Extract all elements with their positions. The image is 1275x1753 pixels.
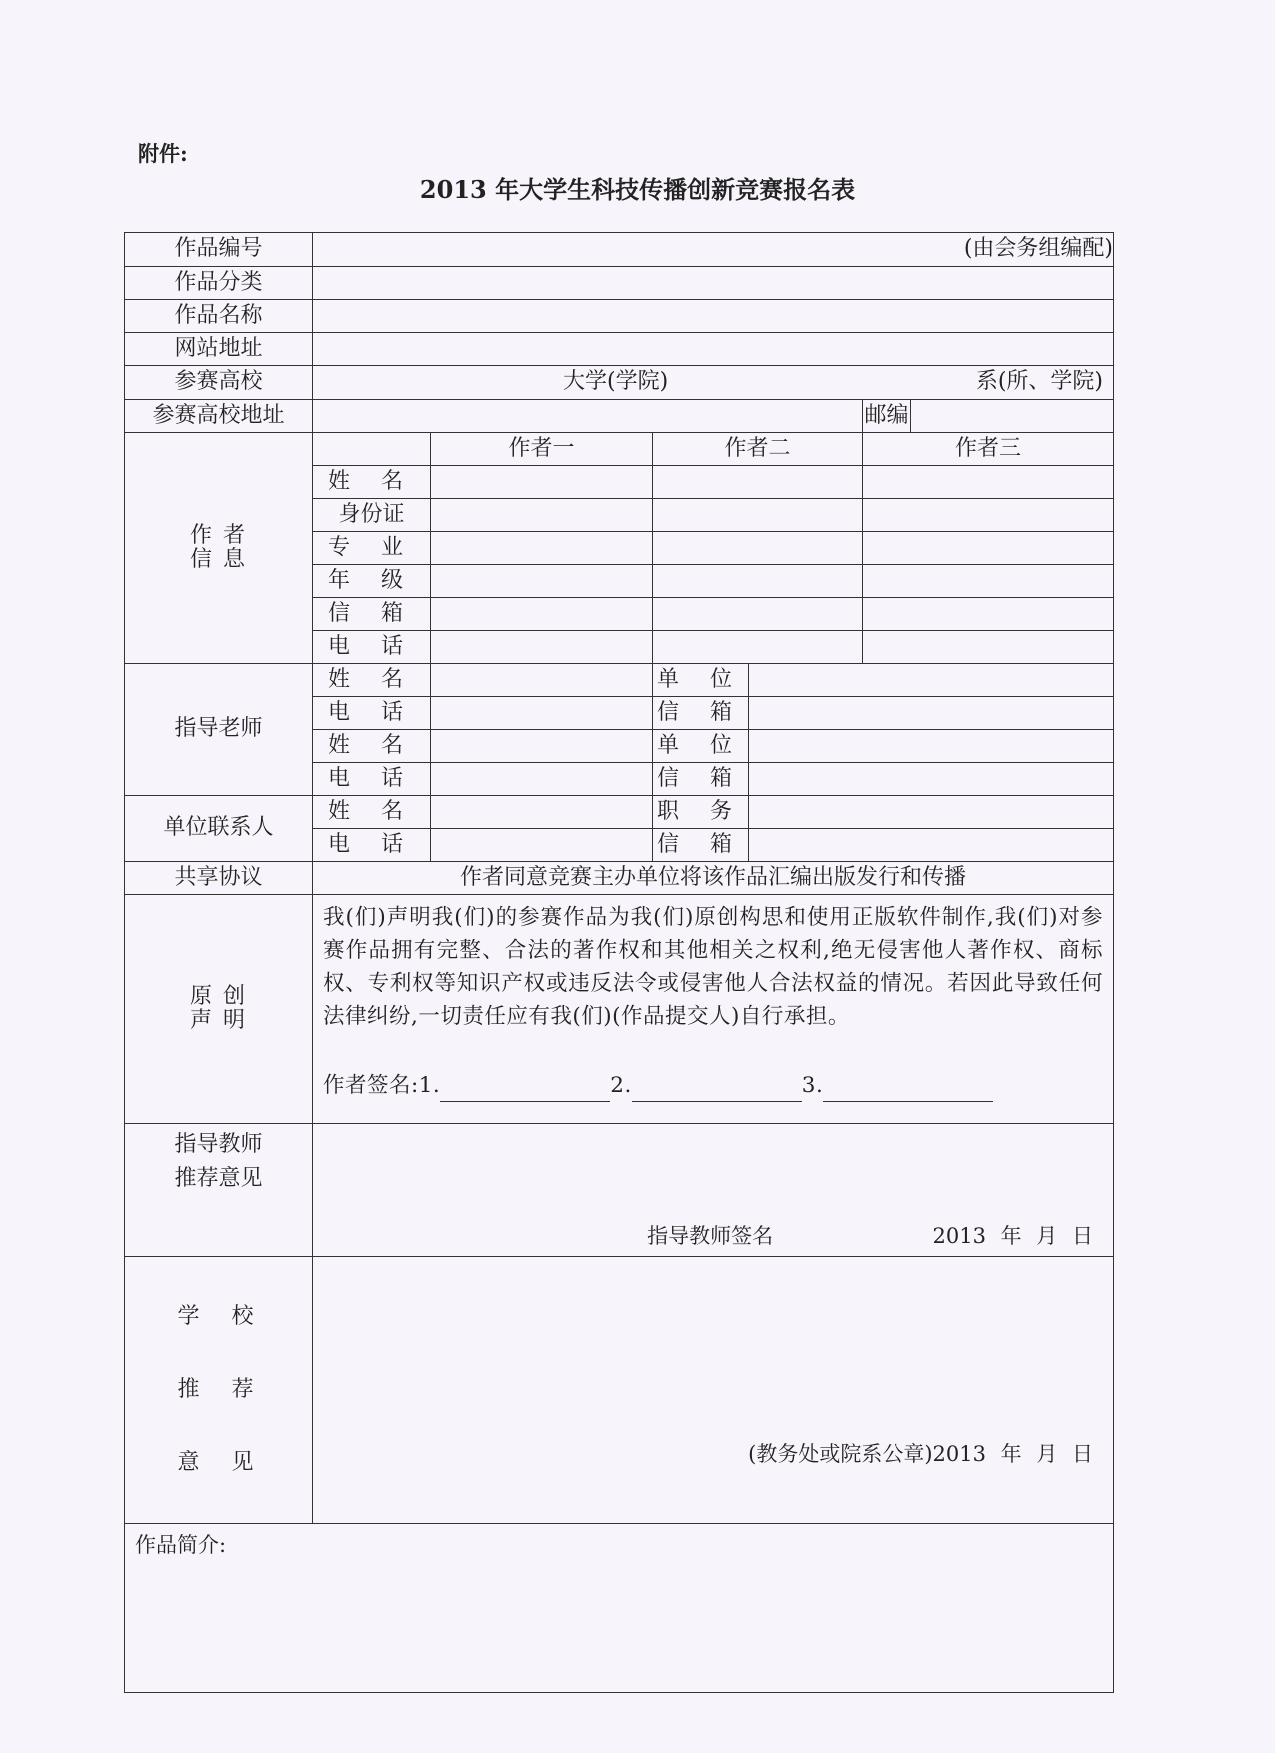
author-2-name-field[interactable] bbox=[653, 466, 863, 499]
author-1-header: 作者一 bbox=[431, 433, 653, 466]
author-3-phone-field[interactable] bbox=[863, 631, 1114, 664]
author-3-header: 作者三 bbox=[863, 433, 1114, 466]
advisor-row-label: 单 位 bbox=[653, 664, 749, 697]
work-name-field[interactable] bbox=[313, 300, 1114, 333]
department-suffix: 系(所、学院) bbox=[975, 369, 1103, 395]
website-field[interactable] bbox=[313, 333, 1114, 366]
author-1-name-field[interactable] bbox=[431, 466, 653, 499]
signature-line-3[interactable] bbox=[823, 1081, 993, 1102]
advisor-1-name-field[interactable] bbox=[431, 664, 653, 697]
contact-title-field[interactable] bbox=[749, 796, 1114, 829]
advisor-2-unit-field[interactable] bbox=[749, 730, 1114, 763]
sharing-text: 作者同意竞赛主办单位将该作品汇编出版发行和传播 bbox=[313, 862, 1114, 895]
originality-label: 原 创 声 明 bbox=[125, 895, 313, 1124]
contact-section-label: 单位联系人 bbox=[125, 796, 313, 862]
author-row-label: 专 业 bbox=[313, 532, 431, 565]
advisor-row-label: 信 箱 bbox=[653, 763, 749, 796]
university-suffix: 大学(学院) bbox=[563, 369, 669, 395]
school-label: 参赛高校 bbox=[125, 366, 313, 400]
author-row-label: 电 话 bbox=[313, 631, 431, 664]
author-3-grade-field[interactable] bbox=[863, 565, 1114, 598]
work-category-label: 作品分类 bbox=[125, 267, 313, 300]
page-title: 2013 年大学生科技传播创新竞赛报名表 bbox=[419, 175, 856, 204]
author-3-email-field[interactable] bbox=[863, 598, 1114, 631]
advisor-row-label: 姓 名 bbox=[313, 730, 431, 763]
advisor-row-label: 单 位 bbox=[653, 730, 749, 763]
advisor-2-email-field[interactable] bbox=[749, 763, 1114, 796]
originality-statement: 我(们)声明我(们)的参赛作品为我(们)原创构思和使用正版软件制作,我(们)对参赛作品拥有完整、合法的著作权和其他相关之权利,绝无侵害他人著作权、商标权、专利权等知识产权或违反法令或侵害他人合法权益的情况。若因此导致任何法律纠纷,一切责任应有我(们)(作品提交人)自行承担。 bbox=[323, 905, 1103, 1029]
author-row-label: 姓 名 bbox=[313, 466, 431, 499]
advisor-2-phone-field[interactable] bbox=[431, 763, 653, 796]
advisor-1-unit-field[interactable] bbox=[749, 664, 1114, 697]
advisor-row-label: 姓 名 bbox=[313, 664, 431, 697]
signature-2-label: 2. bbox=[610, 1073, 632, 1098]
author-row-label: 身份证 bbox=[313, 499, 431, 532]
school-address-field[interactable] bbox=[313, 400, 863, 433]
signature-label: 作者签名:1. bbox=[323, 1073, 441, 1098]
attachment-label: 附件: bbox=[138, 141, 188, 166]
contact-email-field[interactable] bbox=[749, 829, 1114, 862]
author-row-label: 信 箱 bbox=[313, 598, 431, 631]
author-3-major-field[interactable] bbox=[863, 532, 1114, 565]
work-intro-field[interactable] bbox=[125, 1524, 1114, 1693]
work-number-label: 作品编号 bbox=[125, 233, 313, 267]
advisor-2-name-field[interactable] bbox=[431, 730, 653, 763]
author-2-phone-field[interactable] bbox=[653, 631, 863, 664]
advisor-sign-date: 2013 年 月 日 bbox=[932, 1223, 1093, 1248]
author-1-email-field[interactable] bbox=[431, 598, 653, 631]
advisor-opinion-field[interactable] bbox=[313, 1124, 1114, 1257]
advisor-sign-line bbox=[647, 1225, 1093, 1248]
author-1-grade-field[interactable] bbox=[431, 565, 653, 598]
author-1-id-field[interactable] bbox=[431, 499, 653, 532]
author-1-major-field[interactable] bbox=[431, 532, 653, 565]
author-2-grade-field[interactable] bbox=[653, 565, 863, 598]
author-header-blank bbox=[313, 433, 431, 466]
postcode-field[interactable] bbox=[911, 400, 1114, 433]
registration-form bbox=[124, 232, 1114, 1693]
sharing-label: 共享协议 bbox=[125, 862, 313, 895]
signature-3-label: 3. bbox=[801, 1073, 824, 1098]
work-number-field[interactable] bbox=[313, 233, 1114, 267]
author-2-email-field[interactable] bbox=[653, 598, 863, 631]
originality-statement-cell bbox=[313, 895, 1114, 1124]
author-3-name-field[interactable] bbox=[863, 466, 1114, 499]
advisor-sign-label: 指导教师签名 bbox=[647, 1223, 774, 1248]
website-label: 网站地址 bbox=[125, 333, 313, 366]
advisors-section-label: 指导老师 bbox=[125, 664, 313, 796]
contact-name-field[interactable] bbox=[431, 796, 653, 829]
work-intro-label: 作品简介: bbox=[135, 1533, 227, 1558]
advisor-1-phone-field[interactable] bbox=[431, 697, 653, 730]
school-sign-line: (教务处或院系公章)2013 年 月 日 bbox=[748, 1441, 1093, 1466]
school-address-label: 参赛高校地址 bbox=[125, 400, 313, 433]
school-field[interactable] bbox=[313, 366, 1114, 400]
author-1-phone-field[interactable] bbox=[431, 631, 653, 664]
advisor-row-label: 电 话 bbox=[313, 763, 431, 796]
school-opinion-label: 学 校 推 荐 意 见 bbox=[125, 1257, 313, 1524]
author-row-label: 年 级 bbox=[313, 565, 431, 598]
contact-row-label: 姓 名 bbox=[313, 796, 431, 829]
work-name-label: 作品名称 bbox=[125, 300, 313, 333]
contact-row-label: 电 话 bbox=[313, 829, 431, 862]
postcode-label: 邮编 bbox=[863, 400, 911, 433]
contact-phone-field[interactable] bbox=[431, 829, 653, 862]
signature-line-1[interactable] bbox=[440, 1081, 610, 1102]
author-3-id-field[interactable] bbox=[863, 499, 1114, 532]
work-category-field[interactable] bbox=[313, 267, 1114, 300]
school-opinion-field[interactable] bbox=[313, 1257, 1114, 1524]
author-2-major-field[interactable] bbox=[653, 532, 863, 565]
author-2-id-field[interactable] bbox=[653, 499, 863, 532]
contact-row-label: 信 箱 bbox=[653, 829, 749, 862]
author-2-header: 作者二 bbox=[653, 433, 863, 466]
advisor-row-label: 信 箱 bbox=[653, 697, 749, 730]
advisor-row-label: 电 话 bbox=[313, 697, 431, 730]
signature-line-2[interactable] bbox=[632, 1081, 802, 1102]
author-signature-row bbox=[323, 1069, 1103, 1102]
advisor-opinion-label: 指导教师 推荐意见 bbox=[125, 1124, 313, 1257]
work-number-note: (由会务组编配) bbox=[963, 236, 1113, 262]
advisor-1-email-field[interactable] bbox=[749, 697, 1114, 730]
contact-row-label: 职 务 bbox=[653, 796, 749, 829]
authors-section-label: 作 者 信 息 bbox=[125, 433, 313, 664]
